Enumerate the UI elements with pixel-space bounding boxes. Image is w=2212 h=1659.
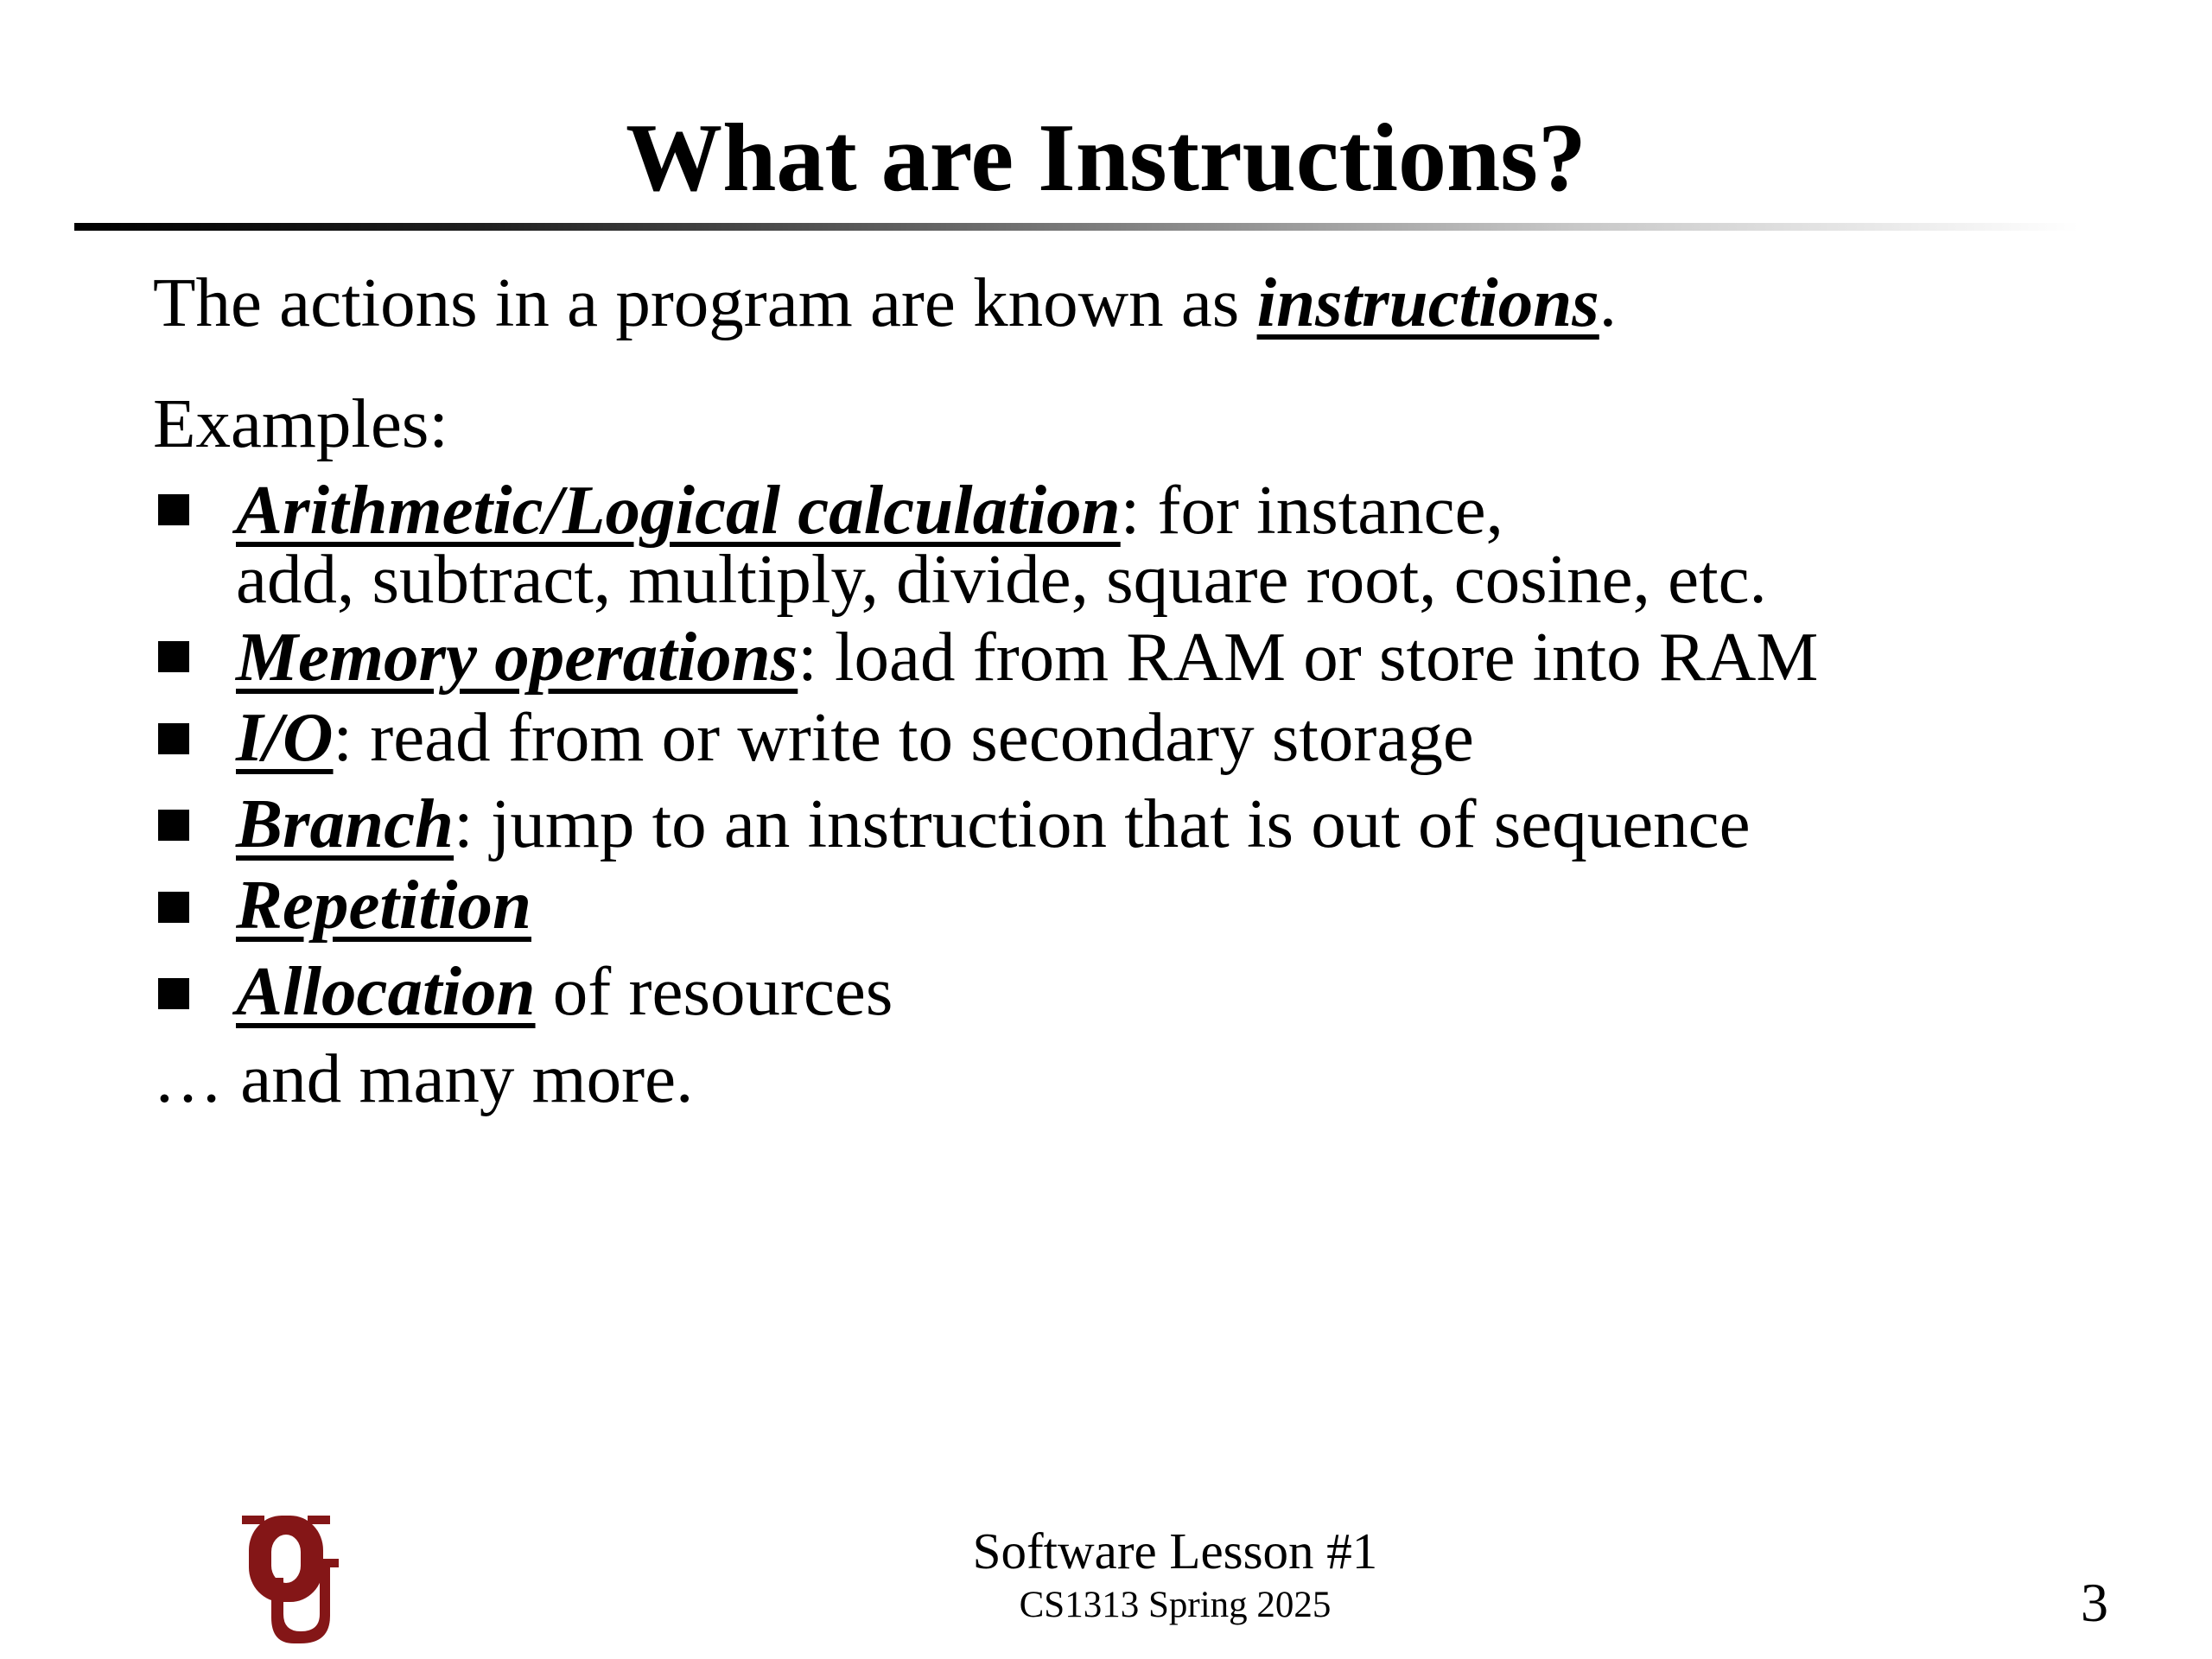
bullet-text: : load from RAM or store into RAM [798, 618, 1819, 696]
bullet-text: : read from or write to secondary storage [333, 698, 1474, 776]
bullet-keyword: Branch [236, 785, 454, 862]
bullet-keyword: Memory operations [236, 618, 798, 696]
ou-logo-icon [240, 1514, 340, 1649]
bullet-square-icon [158, 978, 189, 1009]
bullet-keyword: Arithmetic/Logical calculation [236, 471, 1121, 549]
intro-text: The actions in a program are known as [153, 264, 1257, 341]
bullet-square-icon [158, 892, 189, 923]
bullet-square-icon [158, 494, 189, 525]
slide-title: What are Instructions? [626, 105, 1586, 212]
footer-course: CS1313 Spring 2025 [1019, 1585, 1332, 1625]
footer-lesson: Software Lesson #1 [972, 1522, 1378, 1580]
bullet-keyword: I/O [236, 698, 334, 776]
bullet-text: of resources [535, 952, 893, 1030]
closing-line: … and many more. [153, 1039, 694, 1117]
list-item-repetition [236, 861, 531, 948]
bullet-keyword: Repetition [236, 866, 531, 944]
list-item-allocation [236, 948, 893, 1034]
list-item-memory [236, 613, 1818, 700]
bullet-square-icon [158, 641, 189, 672]
list-item-io [236, 694, 1474, 780]
intro-line [153, 259, 1617, 346]
intro-keyword: instructions [1256, 264, 1599, 341]
examples-label: Examples: [153, 385, 448, 462]
page-number: 3 [2081, 1572, 2108, 1633]
intro-period: . [1599, 264, 1618, 341]
list-item-arithmetic-continuation: add, subtract, multiply, divide, square root, cosine, etc. [236, 540, 1767, 618]
bullet-keyword: Allocation [236, 952, 536, 1030]
bullet-text: : for instance, [1120, 471, 1503, 549]
bullet-square-icon [158, 810, 189, 841]
bullet-square-icon [158, 723, 189, 754]
title-divider [74, 223, 2079, 231]
bullet-text: : jump to an instruction that is out of sequence [454, 785, 1751, 862]
list-item-branch [236, 780, 1751, 867]
